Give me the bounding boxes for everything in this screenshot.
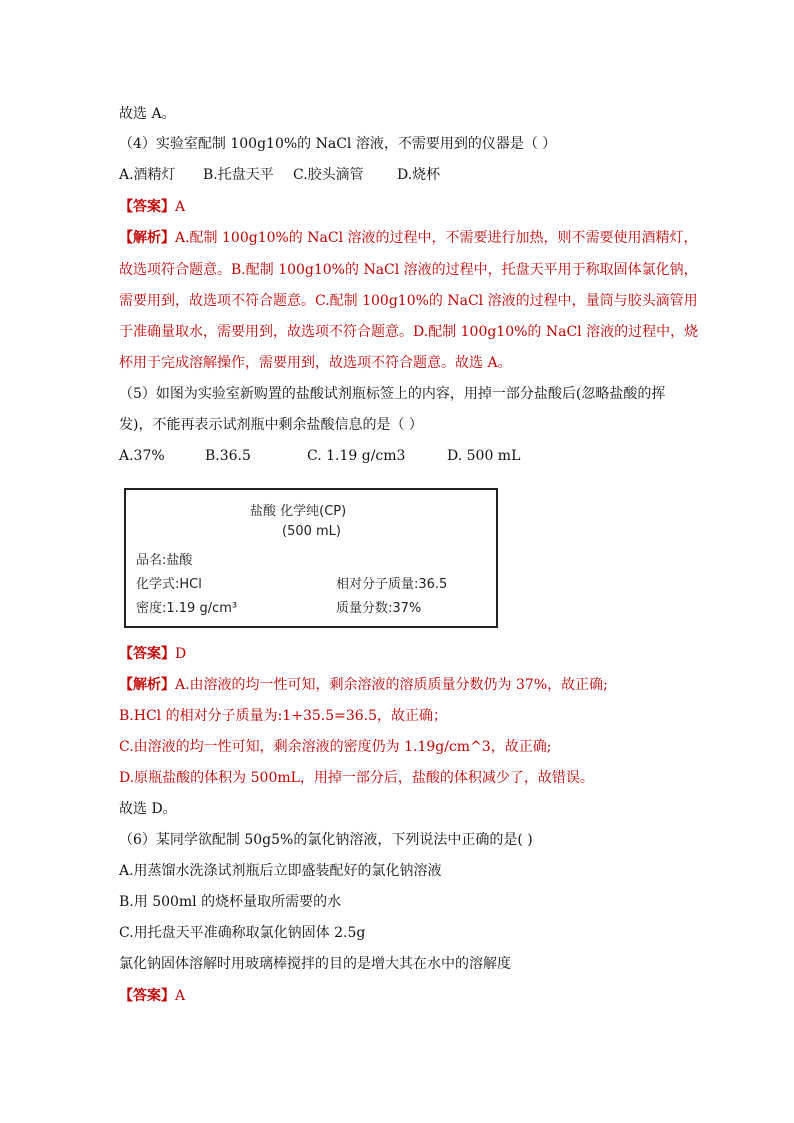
q5-option-b: B.36.5	[205, 448, 251, 464]
q5-analysis-line: C.由溶液的均一性可知，剩余溶液的密度仍为 1.19g/cm^3，故正确;	[119, 739, 552, 755]
label-volume: (500 mL)	[282, 524, 341, 539]
q6-option-d: 氯化钠固体溶解时用玻璃棒搅拌的目的是增大其在水中的溶解度	[119, 956, 511, 972]
q6-option-b: B.用 500ml 的烧杯量取所需要的水	[119, 894, 342, 910]
q5-analysis-line: B.HCl 的相对分子质量为:1+35.5=36.5，故正确；	[119, 708, 448, 724]
answer-value: A	[175, 988, 186, 1004]
q5-answer	[119, 644, 186, 664]
q4-analysis-line: 需要用到，故选项不符合题意。C.配制 100g10%的 NaCl 溶液的过程中，量筒与胶头滴管用	[119, 293, 698, 309]
q6-answer	[119, 986, 185, 1006]
q5-analysis-line	[119, 675, 608, 695]
q4-analysis-line: 杯用于完成溶解操作，需要用到，故选项不符合题意。故选 A。	[119, 355, 512, 371]
label-mass-fraction: 质量分数:37%	[336, 601, 422, 616]
analysis-text: A.配制 100g10%的 NaCl 溶液的过程中，不需要进行加热，则不需要使用酒精灯，	[175, 230, 698, 246]
q5-analysis-line: D.原瓶盐酸的体积为 500mL，用掉一部分后，盐酸的体积减少了，故错误。	[119, 770, 594, 786]
answer-value: D	[175, 646, 187, 662]
q5-option-c: C. 1.19 g/cm3	[307, 448, 406, 464]
analysis-tag: 【解析】	[119, 230, 175, 246]
answer-tag: 【答案】	[119, 199, 175, 215]
q5-stem-line: 发)，不能再表示试剂瓶中剩余盐酸信息的是（ ）	[119, 417, 423, 433]
q5-option-a: A.37%	[119, 448, 165, 464]
analysis-text: A.由溶液的均一性可知，剩余溶液的溶质质量分数仍为 37%，故正确;	[175, 677, 608, 693]
q5-option-d: D. 500 mL	[447, 448, 521, 464]
q4-option-a: A.酒精灯	[119, 167, 176, 183]
label-title: 盐酸 化学纯(CP)	[250, 504, 347, 519]
conclusion-line: 故选 A。	[119, 106, 176, 122]
q4-option-c: C.胶头滴管	[293, 167, 364, 183]
q6-option-a: A.用蒸馏水洗涤试剂瓶后立即盛装配好的氯化钠溶液	[119, 863, 442, 879]
label-density: 密度:1.19 g/cm³	[136, 601, 238, 616]
q4-analysis-line: 故选项符合题意。B.配制 100g10%的 NaCl 溶液的过程中，托盘天平用于称取固体氯化钠，	[119, 262, 698, 278]
q5-options	[119, 446, 520, 466]
q4-option-b: B.托盘天平	[203, 167, 274, 183]
q6-option-c: C.用托盘天平准确称取氯化钠固体 2.5g	[119, 925, 366, 941]
answer-value: A	[175, 199, 186, 215]
q4-option-d: D.烧杯	[397, 167, 441, 183]
q4-options	[119, 165, 440, 185]
q6-stem: （6）某同学欲配制 50g5%的氯化钠溶液，下列说法中正确的是( )	[119, 832, 533, 848]
reagent-label	[124, 488, 498, 628]
analysis-tag: 【解析】	[119, 677, 175, 693]
q4-analysis-line: 于准确量取水，需要用到，故选项不符合题意。D.配制 100g10%的 NaCl 溶液的过程中，烧	[119, 324, 699, 340]
q4-answer	[119, 197, 185, 217]
label-name: 品名:盐酸	[136, 553, 193, 568]
answer-tag: 【答案】	[119, 988, 175, 1004]
q5-conclusion: 故选 D。	[119, 801, 177, 817]
label-molecular-weight: 相对分子质量:36.5	[336, 577, 448, 592]
q4-analysis-line	[119, 228, 698, 248]
q4-stem: （4）实验室配制 100g10%的 NaCl 溶液，不需要用到的仪器是（ ）	[119, 136, 557, 152]
answer-tag: 【答案】	[119, 646, 175, 662]
label-formula: 化学式:HCl	[136, 577, 202, 592]
q5-stem-line: （5）如图为实验室新购置的盐酸试剂瓶标签上的内容，用掉一部分盐酸后(忽略盐酸的挥	[119, 386, 666, 402]
